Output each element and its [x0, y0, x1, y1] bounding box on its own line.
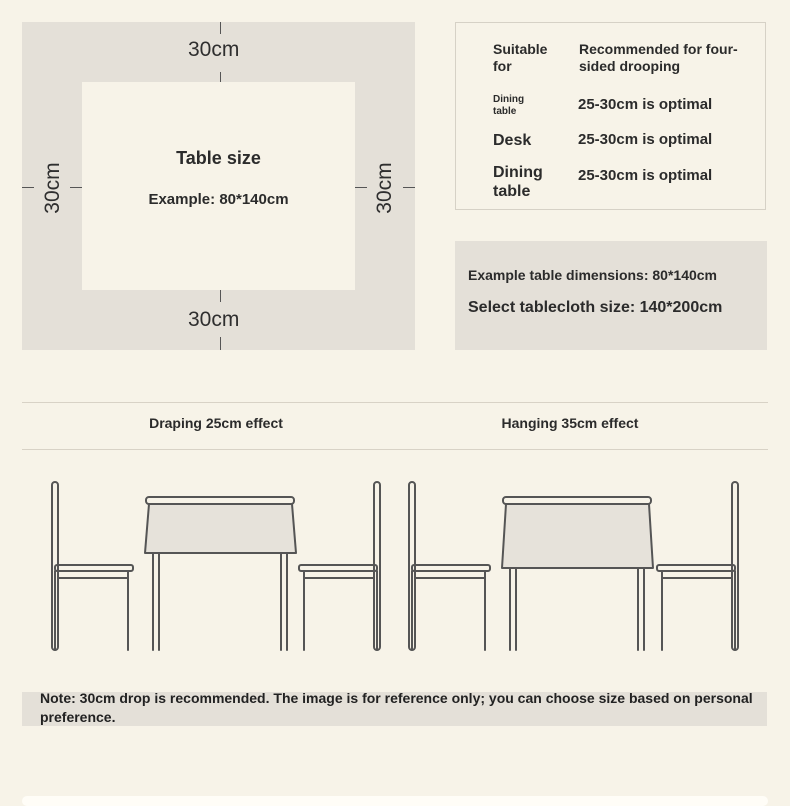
table-size-example: Example: 80*140cm — [148, 191, 289, 208]
guide-header-suitable: Suitable for — [493, 41, 548, 74]
guide-row-type: Dining table — [493, 94, 525, 117]
chair-right-1 — [409, 482, 490, 650]
chair-right-2 — [657, 482, 738, 650]
top-tick — [220, 22, 221, 34]
guide-row-value: 25-30cm is optimal — [578, 96, 713, 113]
bottom-tick-lower — [220, 337, 221, 350]
hanging-effect-label: Hanging 35cm effect — [501, 415, 639, 431]
guide-row-value: 25-30cm is optimal — [578, 167, 713, 184]
guide-row-value: 25-30cm is optimal — [578, 131, 713, 148]
table-draping-25cm — [145, 497, 296, 650]
left-tick-inner — [70, 187, 82, 188]
guide-header-recommended: Recommended for four-sided drooping — [579, 41, 738, 74]
note-text: Note: 30cm drop is recommended. The image is for reference only; you can choose size based on personal preference. — [40, 690, 753, 725]
furniture-illustrations — [0, 470, 790, 660]
next-section-edge — [22, 796, 768, 806]
table-size-title: Table size — [176, 148, 261, 168]
table-hanging-35cm — [502, 497, 653, 650]
example-dimensions-box — [455, 241, 767, 350]
bottom-drop-label: 30cm — [188, 308, 240, 331]
left-drop-label: 30cm — [41, 162, 64, 214]
table-top-rectangle — [82, 82, 355, 290]
bottom-tick — [220, 290, 221, 302]
guide-row-type: Desk — [493, 132, 532, 149]
left-tick — [22, 187, 34, 188]
divider-bottom — [22, 449, 768, 450]
right-tick — [403, 187, 415, 188]
chair-left-2 — [299, 482, 380, 650]
chair-left-1 — [52, 482, 133, 650]
example-tablecloth-size: Select tablecloth size: 140*200cm — [468, 299, 723, 316]
top-drop-label: 30cm — [188, 38, 240, 61]
top-tick-lower — [220, 72, 221, 82]
right-tick-inner — [355, 187, 367, 188]
guide-row-type: Dining table — [493, 164, 543, 201]
divider-top — [22, 402, 768, 403]
draping-effect-label: Draping 25cm effect — [149, 415, 283, 431]
example-table-dimensions: Example table dimensions: 80*140cm — [468, 267, 717, 283]
right-drop-label: 30cm — [373, 162, 396, 214]
